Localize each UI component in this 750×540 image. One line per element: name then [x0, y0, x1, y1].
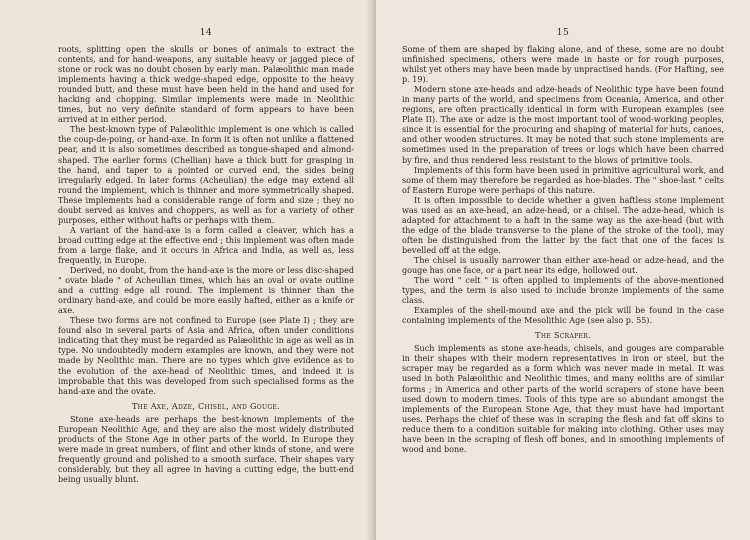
paragraph: The word " celt " is often applied to implements of the above-mentioned types, and the term is also used to include bronze implements of the same class.: [402, 276, 724, 306]
paragraph: It is often impossible to decide whether a given haftless stone implement was used as an axe-head, an adze-head, or a chisel. The adze-head, which is adapted for attachment to a haft in the same way as the axe-head (but with the edge of the blade transverse to the plane of the stroke of the tool), may often be distinguished from the latter by the fact that one of the faces is bevelled off at the edge.: [402, 195, 724, 255]
paragraph: The best-known type of Palæolithic implement is one which is called the coup-de-poing, or hand-axe. In form it is often not unlike a flattened pear, and it is also sometimes described as tongue-shaped and almond-shaped. The earlier forms (Chellian) have a thick butt for grasping in the hand, and taper to a pointed or curved end, the sides being irregularly edged. In later forms (Acheulian) the edge may extend all round the implement, which is thinner and more symmetrically shaped. These implements had a considerable range of form and size ; they no doubt served as knives and choppers, as well as for a variety of other purposes, either without hafts or perhaps with them.: [58, 125, 354, 225]
right-body-text: [402, 45, 724, 455]
left-page: [0, 0, 372, 540]
paragraph: Examples of the shell-mound axe and the pick will be found in the case containing implements of the Mesolithic Age (see also p. 55).: [402, 306, 724, 326]
section-heading: The Scraper.: [535, 330, 591, 341]
paragraph: The chisel is usually narrower than either axe-head or adze-head, and the gouge has one face, or a part near its edge, hollowed out.: [402, 255, 724, 276]
paragraph: Such implements as stone axe-heads, chisels, and gouges are comparable in their shapes with their modern representatives in iron or steel, but the scraper may be regarded as a form which was never made in metal. It was used in both Palæolithic and Neolithic times, and many eoliths are of similar forms ; in America and other parts of the world scrapers of stone have been used down to modern times. Tools of this type are so abundant amongst the implements of the European Stone Age, that they must have had important uses. Perhaps the chief of these was in scraping the flesh and fat off skins to reduce them to a condition suitable for making into clothing. Other uses may have been in the scraping of flesh off bones, and in smoothing implements of wood and bone.: [402, 344, 724, 454]
paragraph: Modern stone axe-heads and adze-heads of Neolithic type have been found in many parts of the world, and specimens from Oceania, America, and other regions, are often practically identical in form with European examples (see Plate II). The axe or adze is the most important tool of wood-working peoples, since it is essential for the procuring and shaping of material for huts, canoes, and other wooden structures. It may be noted that such stone implements are sometimes used in the preparation of trees or logs which have been charred by fire, and thus rendered less resistant to the blows of primitive tools.: [402, 85, 724, 165]
paragraph: Implements of this form have been used in primitive agricultural work, and some of them may therefore be regarded as hoe-blades. The " shoe-last " celts of Eastern Europe were perhaps of this nature.: [402, 165, 724, 195]
paragraph: A variant of the hand-axe is a form called a cleaver, which has a broad cutting edge at the effective end ; this implement was often made from a large flake, and it occurs in Africa and India, as well as, less frequently, in Europe.: [58, 225, 354, 265]
page-number-right: 15: [556, 28, 570, 38]
page-number-left: 14: [199, 28, 213, 38]
paragraph: roots, splitting open the skulls or bones of animals to extract the contents, and for hand-weapons, any suitable heavy or jagged piece of stone or rock was no doubt chosen by early man. Palæolithic man made implements having a thick wedge-shaped edge, opposite to the heavy rounded butt, and these must have been held in the hand and used for hacking and chopping. Similar implements were made in Neolithic times, but no very definite standard of form appears to have been arrived at in either period.: [58, 45, 354, 125]
left-body-text: [58, 45, 354, 485]
section-heading: The Axe, Adze, Chisel, and Gouge.: [131, 400, 281, 411]
paragraph: Stone axe-heads are perhaps the best-known implements of the European Neolithic Age, and they are also the most widely distributed products of the Stone Age in other parts of the world. In Europe they were made in great numbers, of flint and other kinds of stone, and were frequently ground and polished to a smooth surface. Their shapes vary considerably, but they all agree in having a cutting edge, the butt-end being usually blunt.: [58, 414, 354, 484]
paragraph: Derived, no doubt, from the hand-axe is the more or less disc-shaped " ovate blade " of Acheulian times, which has an oval or ovate outline and a cutting edge all round. The implement is thinner than the ordinary hand-axe, and could be more easily hafted, either as a knife or axe.: [58, 266, 354, 316]
paragraph: Some of them are shaped by flaking alone, and of these, some are no doubt unfinished specimens, others were made in haste or for rough purposes, whilst yet others may have been made by unpractised hands. (For Hafting, see p. 19).: [402, 45, 724, 85]
right-page: [376, 0, 750, 540]
paragraph: These two forms are not confined to Europe (see Plate I) ; they are found also in several parts of Asia and Africa, often under conditions indicating that they must be regarded as Palæolithic in age as well as in type. No undoubtedly modern examples are known, and they were not made by Neolithic man. There are no types which give evidence as to the evolution of the axe-head of Neolithic times, and indeed it is improbable that this was developed from such specialised forms as the hand-axe and the ovate.: [58, 316, 354, 396]
